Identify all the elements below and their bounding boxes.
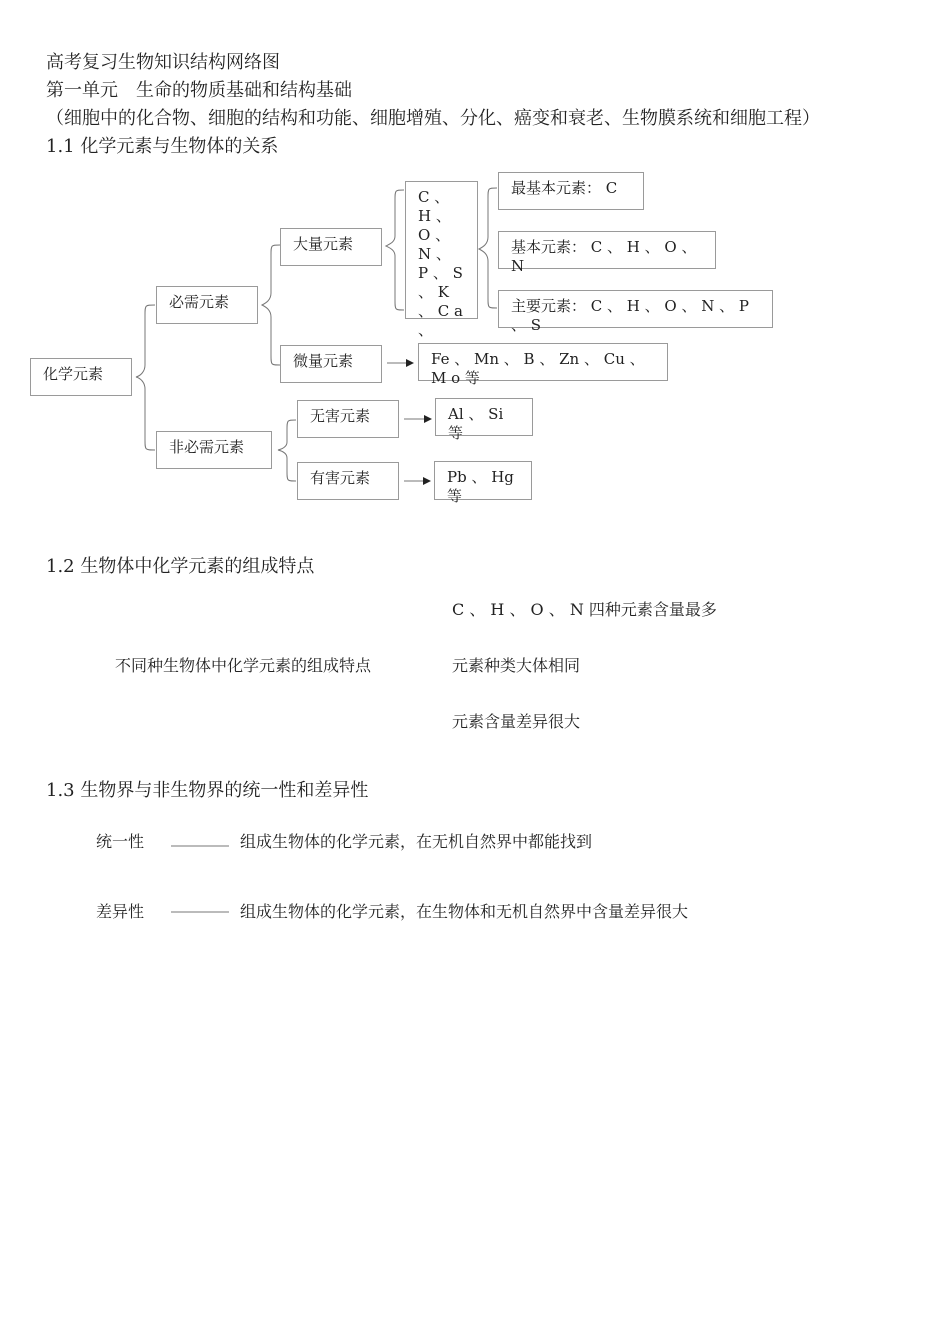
node-harmful-elements: 有害元素 — [297, 462, 399, 500]
unit-title: 第一单元 生命的物质基础和结构基础 — [46, 80, 352, 101]
composition-subject: 不同种生物体中化学元素的组成特点 — [115, 656, 372, 675]
node-micro-element-list: Fe 、 Mn 、 B 、 Zn 、 Cu 、 M o 等 — [418, 343, 668, 381]
composition-point-3: 元素含量差异很大 — [452, 712, 581, 731]
node-micro-elements: 微量元素 — [280, 345, 382, 383]
node-nonessential-elements: 非必需元素 — [156, 431, 272, 469]
node-essential-elements: 必需元素 — [156, 286, 258, 324]
composition-point-1: C 、 H 、 O 、 N 四种元素含量最多 — [452, 600, 717, 619]
unity-text: 组成生物体的化学元素，在无机自然界中都能找到 — [240, 832, 593, 851]
unit-scope: （细胞中的化合物、细胞的结构和功能、细胞增殖、分化、癌变和衰老、生物膜系统和细胞工程） — [46, 108, 820, 129]
unity-label: 统一性 — [96, 832, 145, 851]
node-harmless-element-list: Al 、 Si 等 — [435, 398, 533, 436]
node-most-basic-element: 最基本元素： C — [498, 172, 644, 210]
document-title: 高考复习生物知识结构网络图 — [46, 52, 280, 73]
node-chemical-elements: 化学元素 — [30, 358, 132, 396]
node-macro-elements: 大量元素 — [280, 228, 382, 266]
section-2-heading: 1.2 生物体中化学元素的组成特点 — [46, 556, 315, 577]
node-harmful-element-list: Pb 、 Hg 等 — [434, 461, 532, 500]
node-basic-elements: 基本元素： C 、 H 、 O 、 N — [498, 231, 716, 269]
composition-point-2: 元素种类大体相同 — [452, 656, 581, 675]
node-harmless-elements: 无害元素 — [297, 400, 399, 438]
node-main-elements: 主要元素： C 、 H 、 O 、 N 、 P 、 S — [498, 290, 773, 328]
difference-text: 组成生物体的化学元素，在生物体和无机自然界中含量差异很大 — [240, 902, 689, 921]
node-macro-element-list: C 、 H 、 O 、 N 、 P 、 S 、 K 、 C a 、 — [405, 181, 478, 319]
section-1-heading: 1.1 化学元素与生物体的关系 — [46, 136, 279, 157]
section-3-heading: 1.3 生物界与非生物界的统一性和差异性 — [46, 780, 369, 801]
difference-label: 差异性 — [96, 902, 145, 921]
